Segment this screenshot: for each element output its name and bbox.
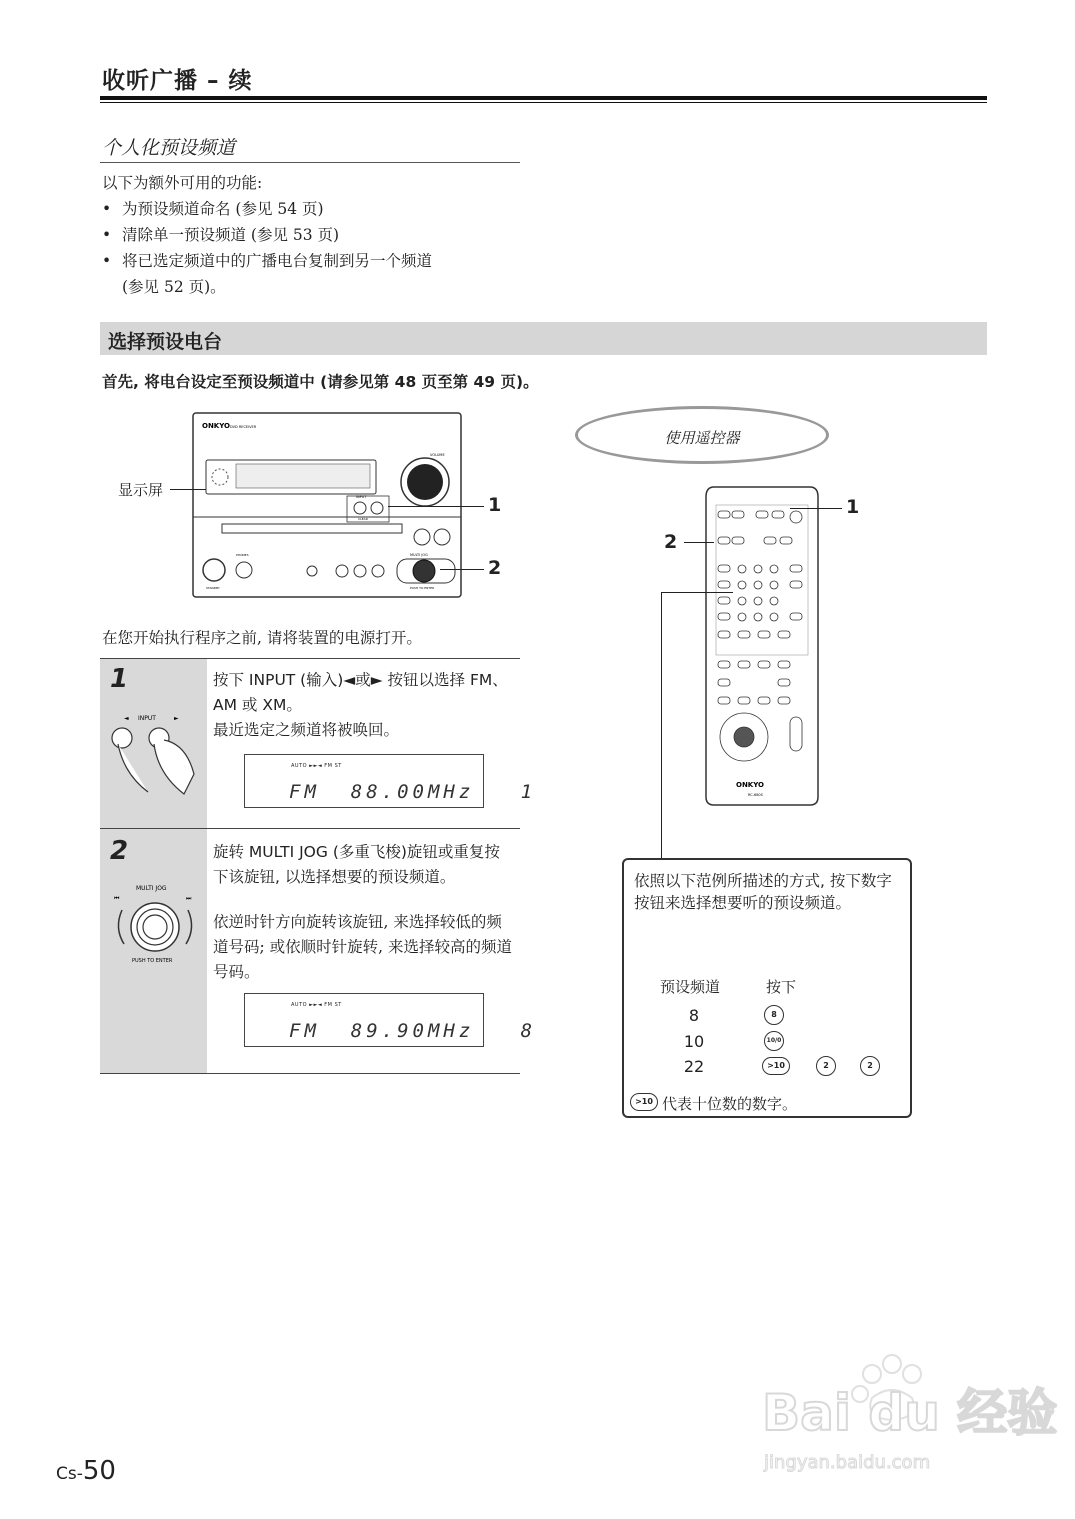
step-1-illus-label: INPUT bbox=[138, 715, 156, 722]
row-channel: 22 bbox=[683, 1057, 705, 1076]
input-buttons-hand-icon bbox=[104, 710, 204, 800]
remote-brand: ONKYO bbox=[736, 781, 765, 789]
callout-1-line bbox=[388, 506, 484, 507]
table-head-press: 按下 bbox=[766, 978, 797, 996]
step-2-instruction: 旋转 MULTI JOG (多重飞梭)旋钮或重复按下该旋钮, 以选择想要的预设频道。 bbox=[213, 843, 500, 886]
receiver-multijog-label: MULTI JOG bbox=[410, 553, 428, 557]
header-rule-thin bbox=[100, 102, 987, 103]
section-band bbox=[100, 322, 987, 355]
power-on-note: 在您开始执行程序之前, 请将装置的电源打开。 bbox=[102, 629, 422, 647]
receiver-callout-1: 1 bbox=[488, 494, 502, 516]
step-2-display bbox=[244, 993, 537, 1047]
row-channel: 8 bbox=[688, 1006, 700, 1025]
receiver-brand: ONKYO bbox=[202, 422, 231, 430]
callout-2-line bbox=[440, 569, 484, 570]
remote-info-box bbox=[622, 858, 912, 1118]
lcd-frequency: FM 89.90MHz 8 bbox=[289, 1020, 537, 1042]
receiver-push-label: PUSH TO ENTER bbox=[410, 586, 435, 590]
receiver-volume-label: VOLUME bbox=[430, 453, 445, 457]
receiver-callout-2: 2 bbox=[488, 557, 502, 579]
svg-text:◄: ◄ bbox=[124, 715, 129, 722]
remote-callout-2: 2 bbox=[664, 531, 678, 553]
lcd-frequency: FM 88.00MHz 1 bbox=[289, 781, 537, 803]
watermark-url: jingyan.baidu.com bbox=[764, 1452, 931, 1473]
remote-callout-1: 1 bbox=[846, 496, 860, 518]
receiver-phones-label: PHONES bbox=[236, 553, 249, 557]
step-2-illus-label: MULTI JOG bbox=[136, 885, 167, 892]
svg-text:⏮: ⏮ bbox=[114, 895, 120, 902]
display-callout-label: 显示屏 bbox=[118, 481, 164, 499]
svg-text:⏭: ⏭ bbox=[186, 895, 192, 902]
key-10-0-icon: 10/0 bbox=[764, 1031, 784, 1051]
list-item: • 为预设频道命名 (参见 54 页) bbox=[102, 196, 532, 222]
features-list bbox=[102, 196, 532, 300]
list-item: • 将已选定频道中的广播电台复制到另一个频道 bbox=[102, 248, 532, 274]
key-greater-10-icon: >10 bbox=[762, 1057, 790, 1075]
remote-model: RC-680S bbox=[748, 793, 763, 797]
step-2-number: 2 bbox=[110, 836, 129, 866]
multi-jog-knob-icon bbox=[110, 880, 200, 966]
key-2-icon: 2 bbox=[860, 1056, 880, 1076]
footnote-key-icon: >10 bbox=[630, 1093, 658, 1111]
info-instruction: 依照以下范例所描述的方式, 按下数字按钮来选择想要听的预设频道。 bbox=[634, 872, 892, 912]
page-number bbox=[56, 1456, 116, 1486]
row-channel: 10 bbox=[683, 1032, 705, 1051]
baidu-jingyan-watermark bbox=[760, 1350, 1058, 1500]
key-8-icon: 8 bbox=[764, 1005, 784, 1025]
table-head-channel: 预设频道 bbox=[660, 978, 721, 996]
watermark-brand: Bai du 经验 bbox=[762, 1384, 1058, 1442]
page-number-prefix: Cs- bbox=[56, 1464, 83, 1484]
list-item-continuation: (参见 52 页)。 bbox=[122, 278, 226, 296]
lcd-indicators: AUTO ►►◄ FM ST bbox=[291, 1002, 342, 1008]
receiver-input-label: INPUT bbox=[356, 495, 367, 499]
remote-control-illustration bbox=[704, 485, 820, 807]
step-1-number: 1 bbox=[110, 664, 129, 694]
receiver-model: DVD RECEIVER bbox=[230, 425, 257, 429]
list-item: • 清除单一预设频道 (参见 53 页) bbox=[102, 222, 532, 248]
steps-bottom-rule bbox=[100, 1073, 520, 1074]
page-number-value: 50 bbox=[82, 1456, 116, 1486]
section-title-select-preset: 选择预设电台 bbox=[108, 331, 223, 353]
remote-callout-1-line bbox=[790, 508, 842, 509]
remote-keypad-connector-h bbox=[661, 592, 733, 593]
step-2-note: 依逆时针方向旋转该旋钮, 来选择较低的频道号码; 或依顺时针旋转, 来选择较高的频道号码。 bbox=[213, 913, 513, 981]
receiver-clear-label: CLEAR bbox=[358, 517, 368, 521]
receiver-standby-label: STANDBY bbox=[206, 586, 220, 590]
svg-text:►: ► bbox=[174, 715, 179, 722]
remote-keypad-connector-line bbox=[661, 592, 662, 858]
display-callout-line bbox=[170, 489, 206, 490]
lcd-indicators: AUTO ►►◄ FM ST bbox=[291, 763, 342, 769]
remote-callout-2-line bbox=[684, 542, 714, 543]
step-1-instruction: 按下 INPUT (输入)◄或► 按钮以选择 FM、AM 或 XM。 bbox=[213, 671, 508, 714]
section-title-personalize: 个人化预设频道 bbox=[102, 137, 236, 159]
section-intro: 首先, 将电台设定至预设频道中 (请参见第 48 页至第 49 页)。 bbox=[102, 373, 539, 391]
step-1-note: 最近选定之频道将被唤回。 bbox=[213, 721, 400, 739]
step-1-display bbox=[244, 754, 537, 808]
step-2-illus-label2: PUSH TO ENTER bbox=[132, 958, 173, 964]
remote-oval-label: 使用遥控器 bbox=[664, 429, 740, 447]
info-footnote: 代表十位数的数字。 bbox=[662, 1095, 798, 1113]
receiver-front-panel-illustration bbox=[192, 412, 462, 598]
header-rule bbox=[100, 96, 987, 100]
page-title: 收听广播 – 续 bbox=[102, 68, 253, 94]
features-intro: 以下为额外可用的功能: bbox=[102, 174, 263, 192]
section-rule bbox=[100, 162, 520, 163]
key-2-icon: 2 bbox=[816, 1056, 836, 1076]
